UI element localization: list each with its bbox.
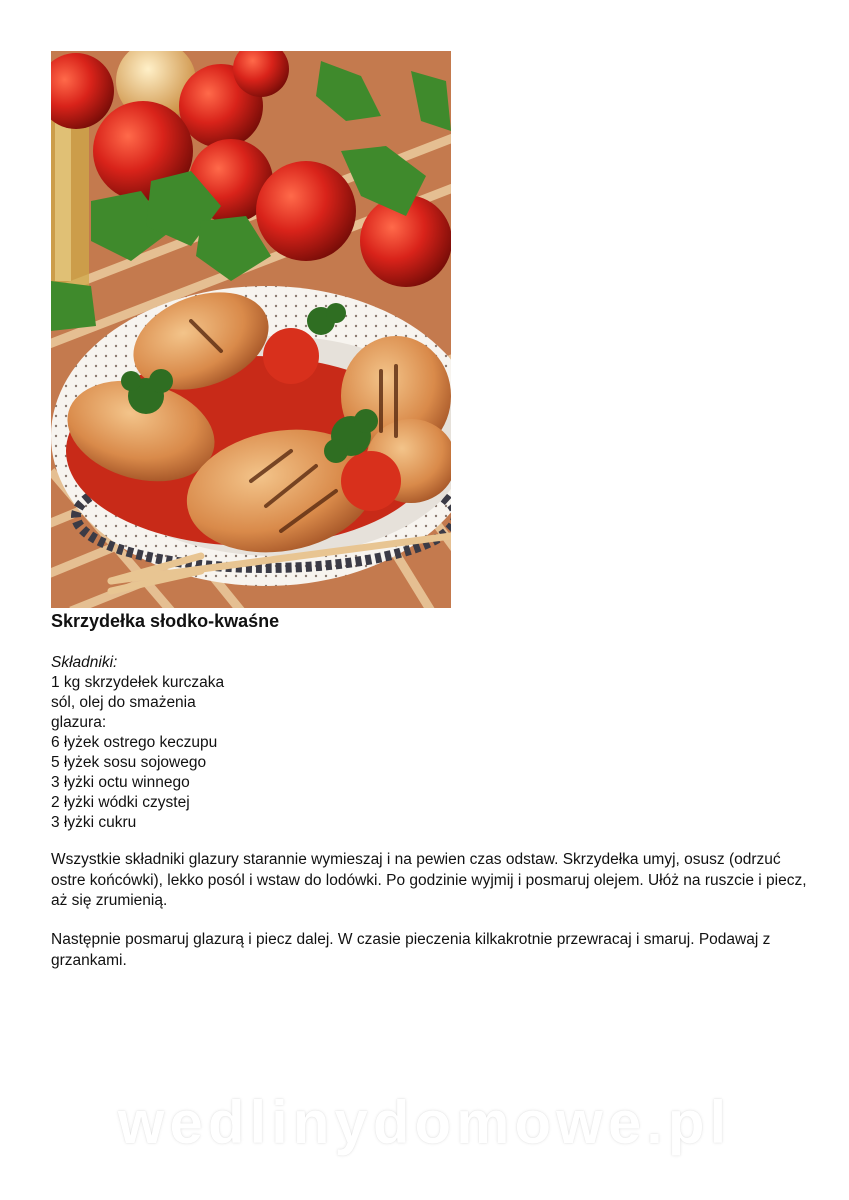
ingredient-item: 3 łyżki cukru [51, 814, 137, 831]
instructions-paragraph: Następnie posmaruj glazurą i piecz dalej. W czasie pieczenia kilkakrotnie przewracaj i smaruj. Podawaj z grzankami. [51, 931, 771, 969]
site-watermark: wedlinydomowe.pl [117, 1089, 732, 1156]
ingredient-item: 1 kg skrzydełek kurczaka [51, 674, 225, 691]
ingredient-item: 3 łyżki octu winnego [51, 774, 190, 791]
recipe-title: Skrzydełka słodko-kwaśne [51, 611, 280, 631]
ingredients-list [51, 653, 224, 833]
recipe-photo [51, 51, 451, 608]
instructions-paragraph: Wszystkie składniki glazury starannie wymieszaj i na pewien czas odstaw. Skrzydełka umyj, osusz (odrzuć ostre końcówki), lekko posól i wstaw do lodówki. Po godzinie wyjmij i posmaruj olejem. Ułóż na ruszcie i piecz, aż się zrumienią. [51, 851, 807, 909]
ingredient-item: glazura: [51, 714, 107, 731]
ingredient-item: 6 łyżek ostrego keczupu [51, 734, 218, 751]
ingredient-item: sól, olej do smażenia [51, 694, 196, 711]
ingredient-item: 2 łyżki wódki czystej [51, 794, 190, 811]
ingredients-label: Składniki: [51, 654, 118, 671]
ingredient-item: 5 łyżek sosu sojowego [51, 754, 207, 771]
